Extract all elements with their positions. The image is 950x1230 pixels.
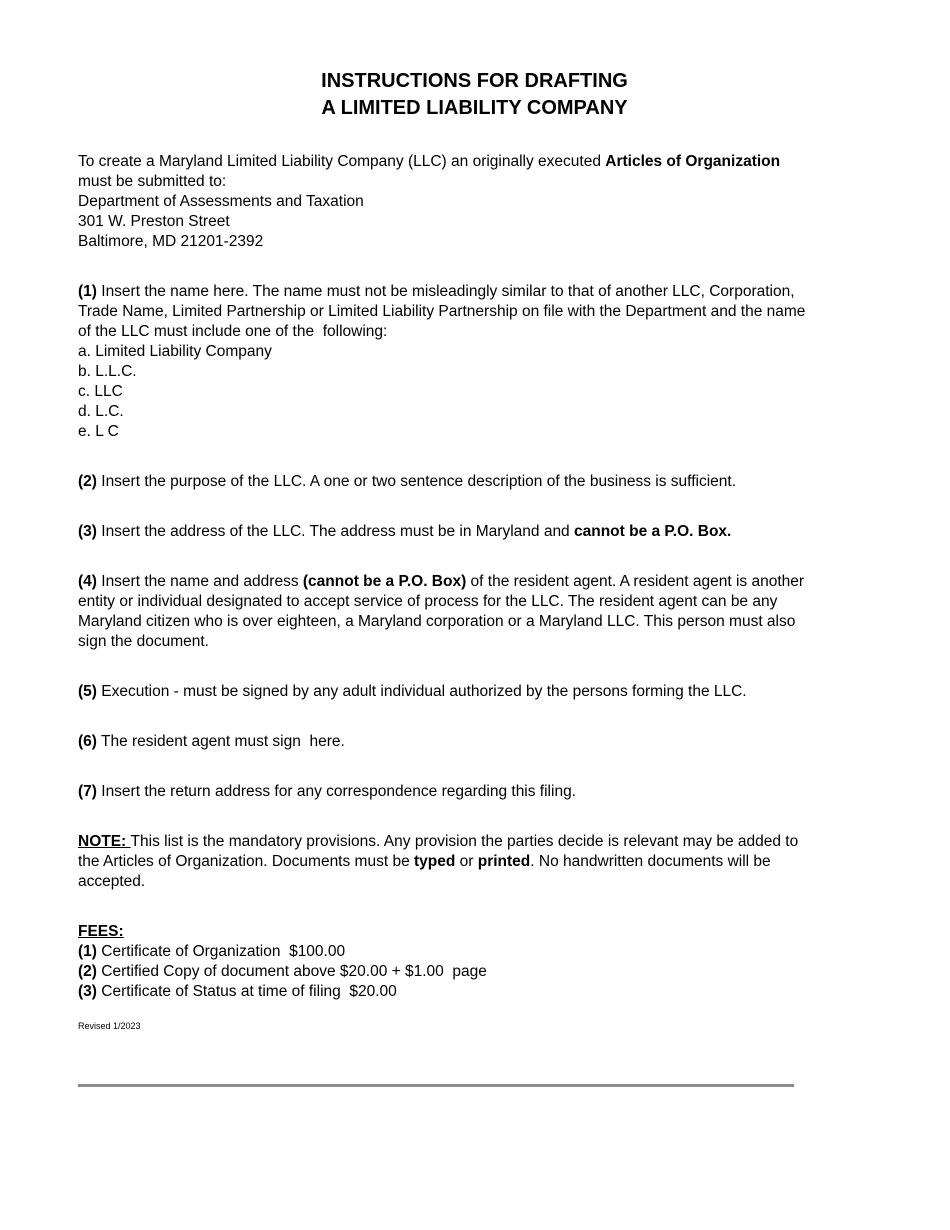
title-line-2: A LIMITED LIABILITY COMPANY bbox=[321, 97, 628, 119]
instruction-6 bbox=[78, 732, 868, 752]
name-option-c: c. LLC bbox=[78, 383, 123, 400]
fee-text: Certificate of Organization $100.00 bbox=[96, 943, 346, 960]
instruction-text: Insert the name and address bbox=[96, 573, 303, 590]
instruction-2 bbox=[78, 472, 868, 492]
revised-date: Revised 1/2023 bbox=[78, 1021, 141, 1031]
note-text: or bbox=[455, 853, 478, 870]
note-text: the Articles of Organization. Documents must be bbox=[78, 853, 414, 870]
fee-text: Certificate of Status at time of filing $20.00 bbox=[96, 983, 397, 1000]
instruction-number: (5) bbox=[78, 683, 97, 700]
note-text: This list is the mandatory provisions. Any provision the parties decide is relevant may be added to bbox=[130, 833, 799, 850]
note-line-1 bbox=[78, 832, 868, 852]
instruction-4-line-3: Maryland citizen who is over eighteen, a Maryland corporation or a Maryland LLC. This person must also bbox=[78, 613, 796, 630]
intro-paragraph bbox=[78, 152, 868, 252]
note-line-3: accepted. bbox=[78, 873, 146, 890]
instruction-1-line-1 bbox=[78, 282, 868, 302]
page-title bbox=[78, 68, 871, 122]
name-option-a: a. Limited Liability Company bbox=[78, 343, 272, 360]
instruction-text: Insert the return address for any correspondence regarding this filing. bbox=[96, 783, 576, 800]
instruction-1 bbox=[78, 282, 868, 442]
typed-bold: typed bbox=[414, 853, 456, 870]
instruction-1-line-2: Trade Name, Limited Partnership or Limited Liability Partnership on file with the Department and the name bbox=[78, 303, 806, 320]
instruction-4-line-1 bbox=[78, 572, 868, 592]
note-label: NOTE: bbox=[78, 833, 131, 850]
instruction-4 bbox=[78, 572, 868, 652]
fee-number: (3) bbox=[78, 983, 97, 1000]
instruction-number: (4) bbox=[78, 573, 97, 590]
instruction-4-line-2: entity or individual designated to accept service of process for the LLC. The resident agent can be any bbox=[78, 593, 778, 610]
instruction-4-line-4: sign the document. bbox=[78, 633, 209, 650]
instruction-number: (6) bbox=[78, 733, 97, 750]
fee-item bbox=[78, 962, 868, 982]
instruction-5 bbox=[78, 682, 868, 702]
po-box-warning: cannot be a P.O. Box. bbox=[574, 523, 732, 540]
intro-text: To create a Maryland Limited Liability Company (LLC) an originally executed bbox=[78, 153, 606, 170]
instruction-3 bbox=[78, 522, 868, 542]
instruction-number: (1) bbox=[78, 283, 97, 300]
instruction-7-line bbox=[78, 782, 868, 802]
instruction-7 bbox=[78, 782, 868, 802]
intro-line-2: must be submitted to: bbox=[78, 173, 227, 190]
instruction-number: (2) bbox=[78, 473, 97, 490]
fee-item bbox=[78, 942, 868, 962]
intro-line-1 bbox=[78, 152, 868, 172]
fees-section bbox=[78, 922, 868, 1002]
fee-number: (1) bbox=[78, 943, 97, 960]
title-line-1: INSTRUCTIONS FOR DRAFTING bbox=[321, 70, 628, 92]
note-text: . No handwritten documents will be bbox=[530, 853, 771, 870]
department-city: Baltimore, MD 21201-2392 bbox=[78, 233, 264, 250]
instruction-6-line bbox=[78, 732, 868, 752]
name-option-e: e. L C bbox=[78, 423, 119, 440]
department-street: 301 W. Preston Street bbox=[78, 213, 230, 230]
printed-bold: printed bbox=[477, 853, 531, 870]
fee-item bbox=[78, 982, 868, 1002]
articles-of-organization-bold: Articles of Organization bbox=[605, 153, 781, 170]
instruction-5-line bbox=[78, 682, 868, 702]
instruction-2-line bbox=[78, 472, 868, 492]
instruction-3-line bbox=[78, 522, 868, 542]
instruction-text: Insert the name here. The name must not be misleadingly similar to that of another LLC, Corporation, bbox=[96, 283, 795, 300]
instruction-text: Insert the purpose of the LLC. A one or two sentence description of the business is sufficient. bbox=[96, 473, 736, 490]
fees-heading: FEES: bbox=[78, 923, 124, 940]
po-box-warning: (cannot be a P.O. Box) bbox=[302, 573, 467, 590]
instruction-text: Execution - must be signed by any adult individual authorized by the persons forming the LLC. bbox=[96, 683, 747, 700]
name-option-b: b. L.L.C. bbox=[78, 363, 137, 380]
department-name: Department of Assessments and Taxation bbox=[78, 193, 364, 210]
instruction-number: (7) bbox=[78, 783, 97, 800]
instruction-1-line-3: of the LLC must include one of the following: bbox=[78, 323, 388, 340]
footer-divider bbox=[78, 1084, 794, 1087]
instruction-text: Insert the address of the LLC. The address must be in Maryland and bbox=[96, 523, 574, 540]
instruction-text: of the resident agent. A resident agent is another bbox=[466, 573, 805, 590]
instruction-number: (3) bbox=[78, 523, 97, 540]
fee-text: Certified Copy of document above $20.00 + $1.00 page bbox=[96, 963, 487, 980]
instruction-text: The resident agent must sign here. bbox=[96, 733, 345, 750]
note-paragraph bbox=[78, 832, 868, 892]
name-option-d: d. L.C. bbox=[78, 403, 124, 420]
fee-number: (2) bbox=[78, 963, 97, 980]
note-line-2 bbox=[78, 852, 868, 872]
document-page bbox=[78, 68, 868, 1032]
